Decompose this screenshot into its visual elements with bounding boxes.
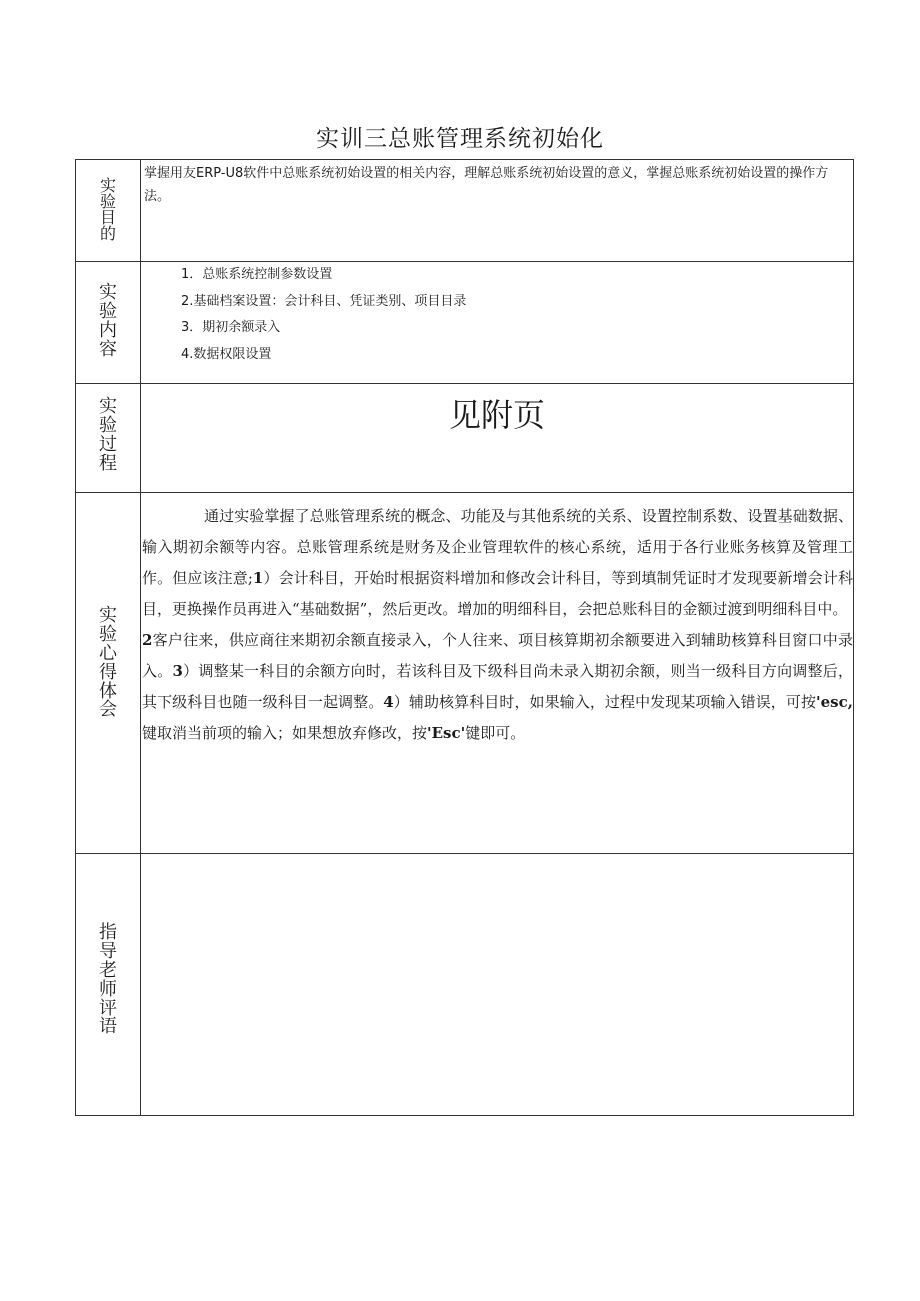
exp-num-4: 4 — [383, 693, 394, 711]
row-process — [76, 384, 854, 493]
exp-num-2: 2 — [142, 631, 153, 649]
exp-num-1: 1 — [252, 569, 264, 587]
purpose-text: 掌握用友ERP-U8软件中总账系统初始设置的相关内容，理解总账系统初始设置的意义，掌握总账系统初始设置的操作方法。 — [144, 166, 829, 204]
document-title: 实训三总账管理系统初始化 — [316, 126, 604, 152]
content-item-2: 2.基础档案设置：会计科目、凭证类别、项目目录 — [181, 293, 467, 309]
row-comment — [76, 854, 854, 1116]
exp-text-span: 客户往来，供应商往来期初余额直接录入，个人往来、项目核算期初余额要进入到辅助核算科目窗口中录入。 — [142, 631, 853, 680]
experience-paragraph-1 — [142, 501, 853, 625]
row-experience — [76, 493, 854, 854]
comment-content-cell — [141, 854, 854, 1116]
process-content-cell — [141, 384, 854, 493]
content-item-3: 3．期初余额录入 — [181, 320, 281, 335]
exp-text-span: ）调整某一科目的余额方向时，若该科目及下级科目尚未录入期初余额，则当一级科目方向调整后，其下级科目也随一级科目一起调整。 — [142, 662, 853, 711]
exp-key-esc: 'esc, — [816, 693, 853, 711]
exp-text-span: 键取消当前项的输入；如果想放弃修改，按 — [142, 724, 428, 742]
experience-label: 实验心得体会 — [99, 605, 117, 721]
exp-num-3: 3 — [172, 662, 183, 680]
experience-label-cell — [76, 493, 141, 854]
content-label-cell — [76, 262, 141, 384]
comment-label: 指导老师评语 — [99, 922, 117, 1038]
content-item-4: 4.数据权限设置 — [181, 346, 272, 362]
content-label: 实验内容 — [99, 282, 117, 360]
purpose-label: 实验目的 — [99, 176, 116, 243]
row-content — [76, 262, 854, 384]
row-purpose — [76, 160, 854, 262]
content-list — [141, 262, 853, 368]
experience-paragraph-2 — [142, 625, 853, 749]
purpose-label-cell — [76, 160, 141, 262]
exp-key-esc-2: 'Esc' — [427, 724, 466, 742]
report-table — [75, 159, 854, 1116]
purpose-content-cell — [141, 160, 854, 262]
process-label-cell — [76, 384, 141, 493]
experience-text — [141, 493, 853, 749]
process-text: 见附页 — [448, 396, 545, 434]
exp-text-span: 通过实验掌握了总账管理系统的概念、功能及与其他系统的关系、设置控制系数、设置基础数据、输入期初余额等内容。总账管理系统是财务及企业管理软件的核心系统，适用于各行业账务核算及管理工作。但应该注意; — [142, 507, 853, 587]
process-label: 实验过程 — [99, 396, 117, 474]
exp-text-span: 键即可。 — [465, 724, 526, 742]
exp-text-span: ）会计科目，开始时根据资料增加和修改会计科目，等到填制凭证时才发现要新增会计科目，更换操作员再进入“基础数据”，然后更改。增加的明细科目，会把总账科目的金额过渡到明细科目中。 — [142, 569, 853, 618]
exp-text-span: ）辅助核算科目时，如果输入，过程中发现某项输入错误，可按 — [393, 693, 817, 711]
experience-content-cell — [141, 493, 854, 854]
content-list-cell — [141, 262, 854, 384]
content-item-1: 1．总账系统控制参数设置 — [181, 267, 333, 282]
comment-label-cell — [76, 854, 141, 1116]
